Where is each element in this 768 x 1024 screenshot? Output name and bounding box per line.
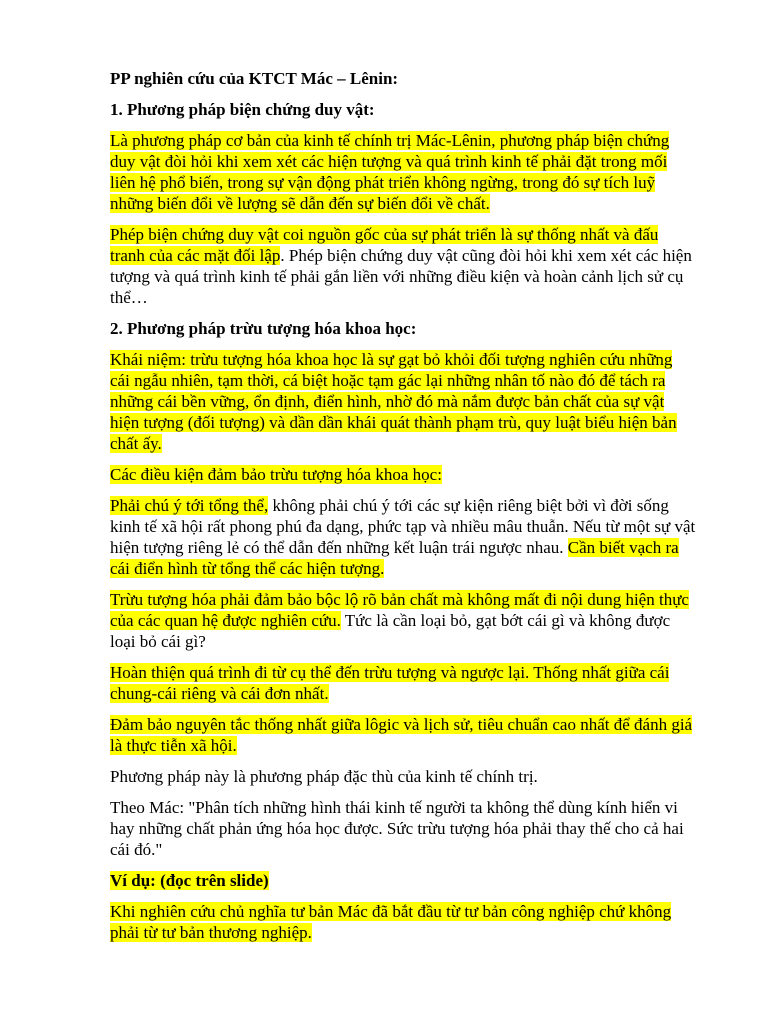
highlighted-text: Mác đã bắt đầu từ tư bản công nghiệp chứ không phải từ tư bản thương nghiệp. [110,902,672,942]
plain-text: không phải chú ý tới các sự kiện riêng biệt bởi vì đời sống kinh tế xã hội rất phong phú đa dạng, phức tạp và nhiều mâu thuẫn. Nếu từ một sự vật hiện tượng riêng lẻ có thể dẫn đến những kết luận trái ngược nhau. [110,496,696,557]
highlighted-text: Là phương pháp cơ bản của kinh tế chính trị Mác-Lênin, phương pháp biện chứng duy vật đòi hỏi khi xem xét các hiện tượng và quá trình kinh tế phải đặt trong mối liên hệ phổ biến, trong sự vận động phát triển không ngừng, trong đó sự tích luỹ những biến đổi về lượng sẽ dẫn đến sự biến đổi về chất. [110,131,670,213]
section1-paragraph-1 [110,130,696,214]
highlighted-text: Khái niệm: trừu tượng hóa khoa học là sự gạt bỏ khỏi đối tượng nghiên cứu những cái ngẫu nhiên, tạm thời, cá biệt hoặc tạm gác lại những nhân tố nào đó để tách ra những cái bền vững, ổn định, điển hình, nhờ đó mà nắm được bản chất của sự vật hiện tượng (đối tượng) và dần dần khái quát thành phạm trù, quy luật biểu hiện bản chất ấy. [110,350,677,453]
plain-text: Tức là cần loại bỏ, gạt bớt cái gì và không được loại bỏ cái gì? [110,611,671,651]
condition-2 [110,589,696,652]
highlighted-text: Khi nghiên cứu chủ nghĩa tư bản [110,902,338,921]
concept-paragraph [110,349,696,454]
example-heading [110,870,696,891]
highlighted-text: Cần biết vạch ra cái điển hình từ tổng thể các hiện tượng. [110,538,679,578]
marx-quote-paragraph: Theo Mác: "Phân tích những hình thái kinh tế người ta không thể dùng kính hiển vi hay những chất phản ứng hóa học được. Sức trừu tượng hóa phải thay thế cho cả hai cái đó." [110,798,684,859]
highlighted-text: Phải chú ý tới tổng thể, [110,496,269,515]
conditions-heading [110,464,696,485]
example-paragraph [110,901,696,943]
document-page [110,68,696,953]
highlighted-text: Phép biện chứng duy vật coi nguồn gốc của sự phát triển là sự thống nhất và đấu tranh của các mặt đối lập [110,225,659,265]
plain-text: . Phép biện chứng duy vật cũng đòi hỏi khi xem xét các hiện tượng và quá trình kinh tế phải gắn liền với những điều kiện và hoàn cảnh lịch sử cụ thể… [110,246,692,307]
highlighted-text: Các điều kiện đảm bảo trừu tượng hóa khoa học: [110,465,442,484]
section1-heading: 1. Phương pháp biện chứng duy vật: [110,100,375,119]
condition-4 [110,714,696,756]
highlighted-text: Đảm bảo nguyên tắc thống nhất giữa lôgic và lịch sử, tiêu chuẩn cao nhất để đánh giá là thực tiễn xã hội. [110,715,693,755]
highlighted-text: Hoàn thiện quá trình đi từ cụ thể đến trừu tượng và ngược lại. Thống nhất giữa cái chung-cái riêng và cái đơn nhất. [110,663,670,703]
section1-paragraph-2 [110,224,696,308]
condition-1 [110,495,696,579]
specific-method-paragraph: Phương pháp này là phương pháp đặc thù của kinh tế chính trị. [110,767,538,786]
highlighted-text: Trừu tượng hóa phải đảm bảo bộc lộ rõ bản chất mà không mất đi nội dung hiện thực của các quan hệ được nghiên cứu. [110,590,689,630]
condition-3 [110,662,696,704]
document-title: PP nghiên cứu của KTCT Mác – Lênin: [110,69,399,88]
section2-heading: 2. Phương pháp trừu tượng hóa khoa học: [110,319,417,338]
highlighted-text: Ví dụ: (đọc trên slide) [110,871,269,890]
